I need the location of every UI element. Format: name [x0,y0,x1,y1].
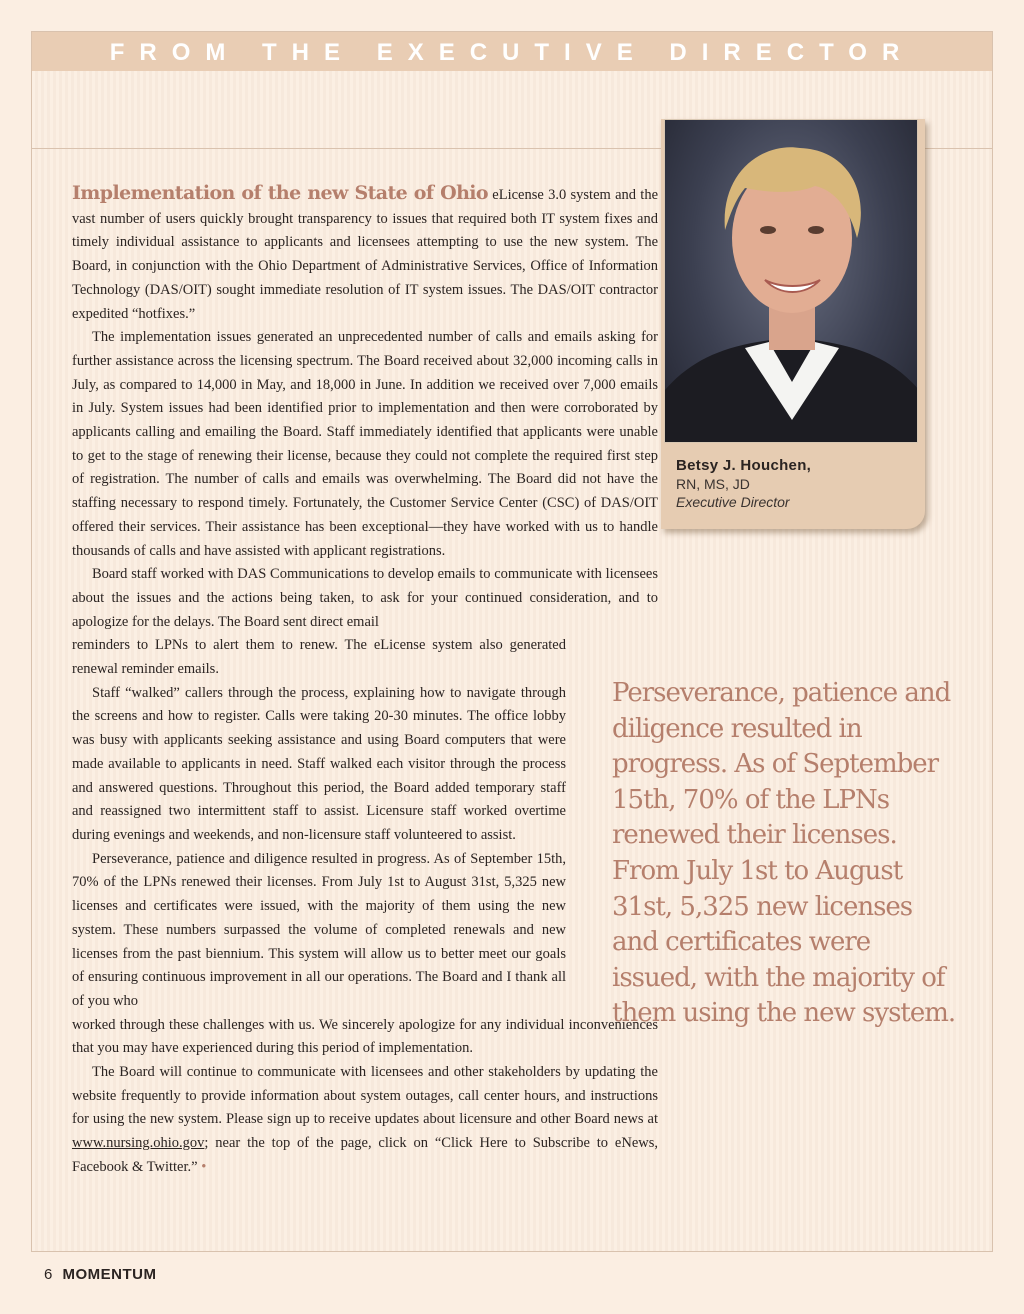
article-body [72,182,658,1180]
lead-heading: Implementation of the new State of Ohio [72,182,488,204]
paragraph-3: Board staff worked with DAS Communications to develop emails to communicate with licensees about the issues and the actions being taken, to ask for your continued consideration, and to apologize for the delays. The Board sent direct email [72,566,658,630]
publication-name: MOMENTUM [62,1266,157,1283]
caption-name: Betsy J. Houchen, [676,457,812,474]
paragraph-6: The Board will continue to communicate with licensees and other stakeholders by updating the website frequently to provide information about system outages, call center hours, and instructions for using the new system. Please sign up to receive updates about licensure and other Board news at www.nursing.ohio.gov; near the top of the page, click on “Click Here to Subscribe to eNews, Facebook & Twitter.” • [72,1064,658,1175]
end-mark: • [201,1158,207,1175]
page-number: 6 [44,1266,53,1283]
portrait-photo [664,119,918,443]
paragraph-4: Staff “walked” callers through the process, explaining how to navigate through the screens and how to register. Calls were taking 20-30 minutes. The office lobby was busy with applicants seeking assistance and using Board computers that were made available to applicants in need. Staff walked each visitor through the process and answered questions. Throughout this period, the Board added temporary staff and reassigned two intermittent staff to assist. Licensure staff worked overtime during evenings and weekends, and non-licensure staff volunteered to assist. [72,684,566,843]
website-link[interactable]: www.nursing.ohio.gov [72,1135,205,1152]
page-footer [44,1266,157,1283]
paragraph-3-continued: reminders to LPNs to alert them to renew. The eLicense system also generated renewal reminder emails. [72,637,566,678]
caption-credentials: RN, MS, JD [676,476,750,492]
paragraph-1: Implementation of the new State of Ohio eLicense 3.0 system and the vast number of users quickly brought transparency to issues that required both IT system fixes and timely individual assistance to applicants and licensees attempting to use the new system. The Board, in conjunction with the Ohio Department of Administrative Services, Office of Information Technology (DAS/OIT) sought immediate resolution of IT system issues. The DAS/OIT contractor expedited “hotfixes.” [72,182,659,322]
pull-quote: Perseverance, patience and diligence resulted in progress. As of September 15th, 70% of the LPNs renewed their licenses. From July 1st to August 31st, 5,325 new licenses and certificates were issued, with the majority of them using the new system. [612,678,956,1029]
paragraph-5-continued: worked through these challenges with us. We sincerely apologize for any individual inconveniences that you may have experienced during this period of implementation. [72,1016,658,1057]
portrait-illustration [665,120,918,443]
paragraph-2: The implementation issues generated an unprecedented number of calls and emails asking for further assistance across the licensing spectrum. The Board received about 32,000 incoming calls in July, as compared to 14,000 in May, and 18,000 in June. In addition we received over 7,000 emails in July. System issues had been identified prior to implementation and then were corroborated by applicants calling and emailing the Board. Staff immediately identified that applicants were unable to get to the stage of renewing their license, because they could not complete the required first step of registration. The number of calls and emails was overwhelming. The Board did not have the staffing necessary to respond timely. Fortunately, the Customer Service Center (CSC) of DAS/OIT offered their services. Their assistance has been exceptional—they have worked with us to handle thousands of calls and have assisted with applicant registrations. [72,329,658,559]
photo-caption [676,457,811,510]
caption-title: Executive Director [676,494,790,510]
section-header: FROM THE EXECUTIVE DIRECTOR [32,32,992,71]
paragraph-5: Perseverance, patience and diligence resulted in progress. As of September 15th, 70% of the LPNs renewed their licenses. From July 1st to August 31st, 5,325 new licenses and certificates were issued, with the majority of them using the new system. These numbers surpassed the volume of completed renewals and new licenses from the past biennium. This system will allow us to better meet our goals of ensuring continuous improvement in all our operations. The Board and I thank all of you who [72,850,566,1009]
portrait-card [661,119,925,529]
